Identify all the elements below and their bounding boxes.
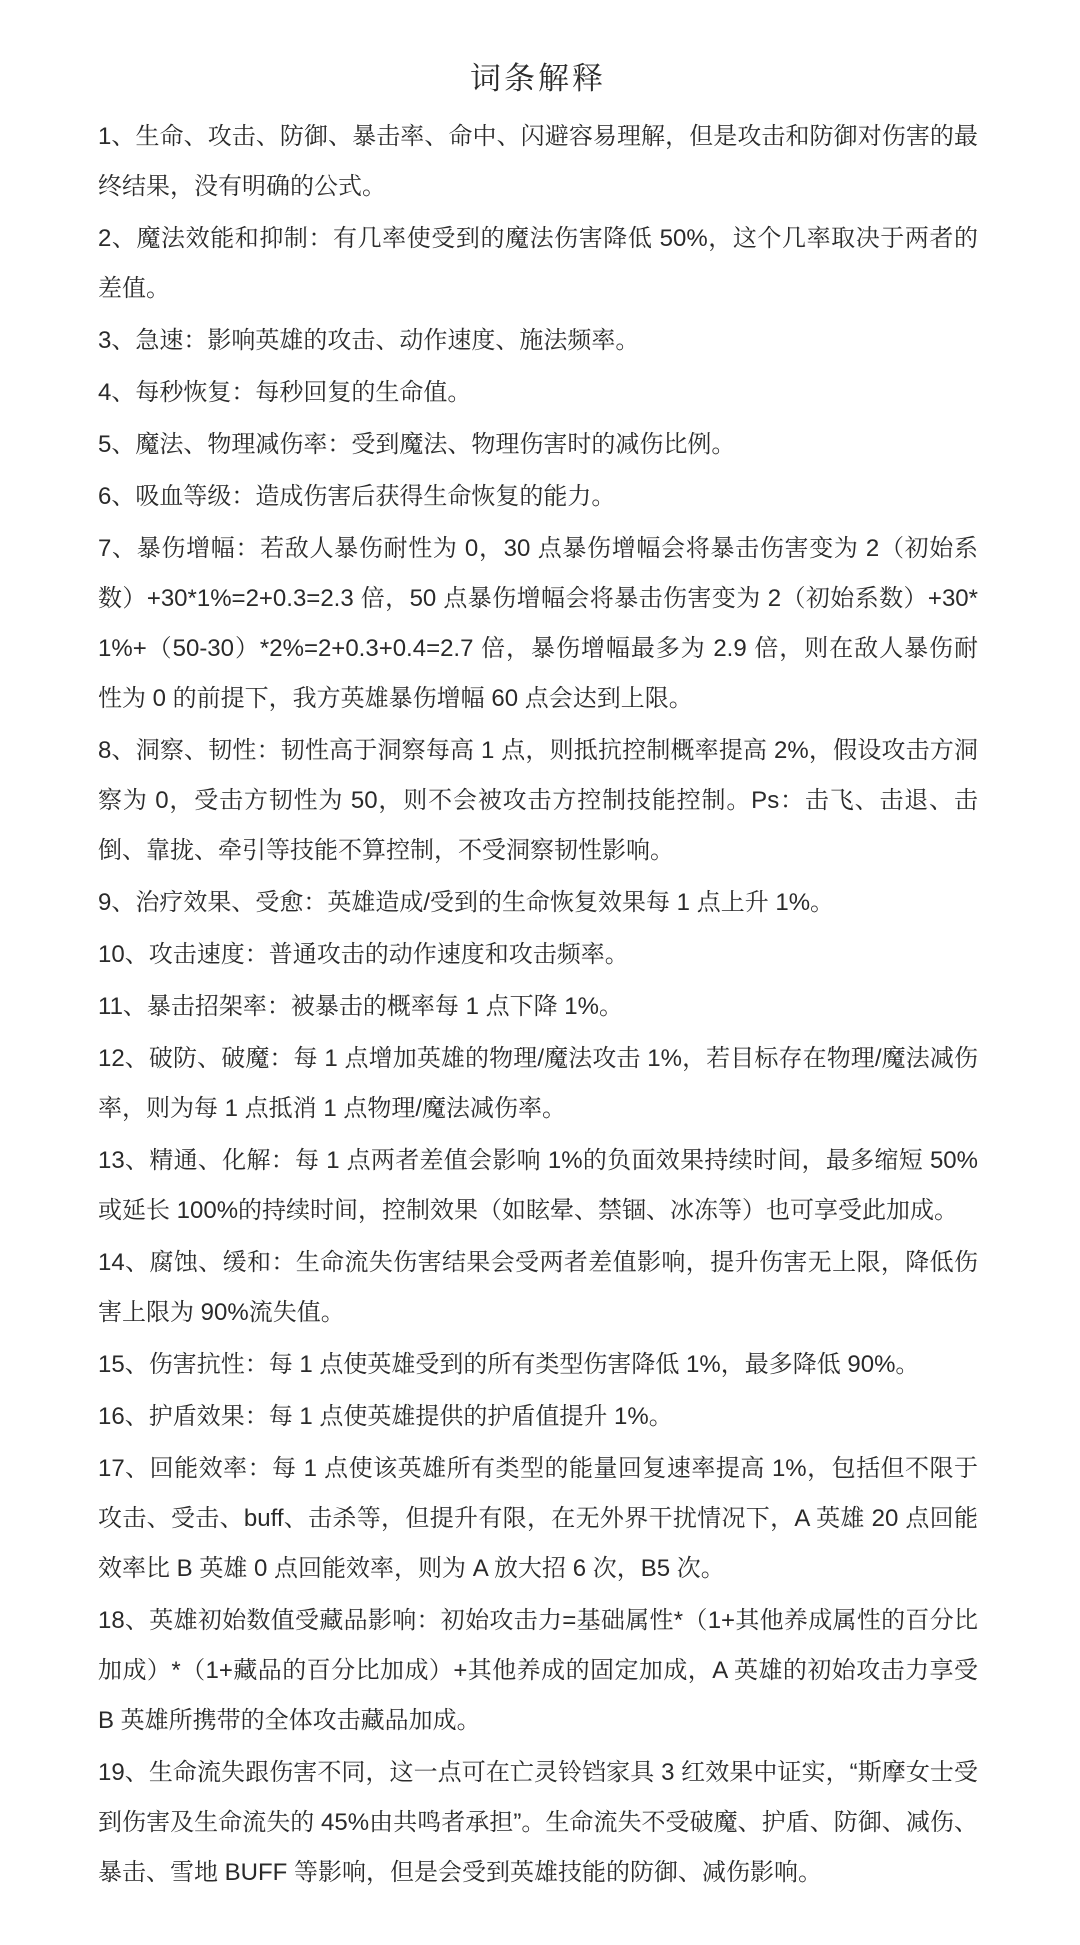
page-title: 词条解释 (470, 61, 606, 96)
term-item: 2、魔法效能和抑制：有几率使受到的魔法伤害降低 50%，这个几率取决于两者的差值。 (98, 225, 978, 302)
term-item: 19、生命流失跟伤害不同，这一点可在亡灵铃铛家具 3 红效果中证实，“斯摩女士受到伤害及生命流失的 45%由共鸣者承担”。生命流失不受破魔、护盾、防御、减伤、暴击、雪地 BUFF 等影响，但是会受到英雄技能的防御、减伤影响。 (98, 1759, 978, 1886)
term-item: 11、暴击招架率：被暴击的概率每 1 点下降 1%。 (98, 993, 623, 1020)
term-item: 14、腐蚀、缓和：生命流失伤害结果会受两者差值影响，提升伤害无上限，降低伤害上限为 90%流失值。 (98, 1249, 978, 1326)
term-item: 3、急速：影响英雄的攻击、动作速度、施法频率。 (98, 327, 640, 354)
term-item: 5、魔法、物理减伤率：受到魔法、物理伤害时的减伤比例。 (98, 431, 736, 458)
term-item: 18、英雄初始数值受藏品影响：初始攻击力=基础属性*（1+其他养成属性的百分比加成）*（1+藏品的百分比加成）+其他养成的固定加成，A 英雄的初始攻击力享受 B 英雄所携带的全体攻击藏品加成。 (98, 1607, 978, 1734)
term-item: 1、生命、攻击、防御、暴击率、命中、闪避容易理解，但是攻击和防御对伤害的最终结果，没有明确的公式。 (98, 123, 978, 200)
term-item: 9、治疗效果、受愈：英雄造成/受到的生命恢复效果每 1 点上升 1%。 (98, 889, 835, 916)
term-item: 6、吸血等级：造成伤害后获得生命恢复的能力。 (98, 483, 616, 510)
term-item: 16、护盾效果：每 1 点使英雄提供的护盾值提升 1%。 (98, 1403, 673, 1430)
term-item: 8、洞察、韧性：韧性高于洞察每高 1 点，则抵抗控制概率提高 2%，假设攻击方洞察为 0，受击方韧性为 50，则不会被攻击方控制技能控制。Ps：击飞、击退、击倒、靠拢、牵引等技能不算控制，不受洞察韧性影响。 (98, 737, 978, 864)
term-item: 17、回能效率：每 1 点使该英雄所有类型的能量回复速率提高 1%，包括但不限于攻击、受击、buff、击杀等，但提升有限，在无外界干扰情况下，A 英雄 20 点回能效率比 B 英雄 0 点回能效率，则为 A 放大招 6 次，B5 次。 (98, 1455, 978, 1582)
term-item: 13、精通、化解：每 1 点两者差值会影响 1%的负面效果持续时间，最多缩短 50%或延长 100%的持续时间，控制效果（如眩晕、禁锢、冰冻等）也可享受此加成。 (98, 1147, 978, 1224)
term-item: 4、每秒恢复：每秒回复的生命值。 (98, 379, 472, 406)
term-item: 15、伤害抗性：每 1 点使英雄受到的所有类型伤害降低 1%，最多降低 90%。 (98, 1351, 920, 1378)
term-item: 10、攻击速度：普通攻击的动作速度和攻击频率。 (98, 941, 629, 968)
term-item: 12、破防、破魔：每 1 点增加英雄的物理/魔法攻击 1%，若目标存在物理/魔法减伤率，则为每 1 点抵消 1 点物理/魔法减伤率。 (98, 1045, 978, 1122)
term-item: 7、暴伤增幅：若敌人暴伤耐性为 0，30 点暴伤增幅会将暴击伤害变为 2（初始系数）+30*1%=2+0.3=2.3 倍，50 点暴伤增幅会将暴击伤害变为 2（初始系数）+30*1%+（50-30）*2%=2+0.3+0.4=2.7 倍，暴伤增幅最多为 2.9 倍，则在敌人暴伤耐性为 0 的前提下，我方英雄暴伤增幅 60 点会达到上限。 (98, 535, 978, 712)
